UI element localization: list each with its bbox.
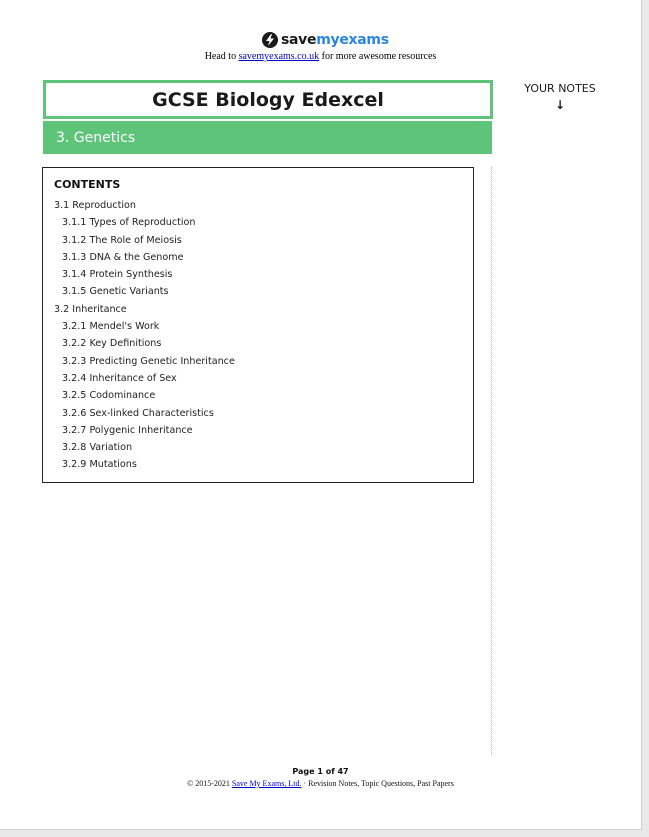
toc-item[interactable]: 3.1.2 The Role of Meiosis — [62, 234, 182, 246]
toc-item[interactable]: 3.2.5 Codominance — [62, 390, 156, 402]
chapter-banner — [43, 121, 492, 154]
arrow-down-icon: ↓ — [554, 98, 566, 112]
savemyexams-logo[interactable] — [262, 30, 389, 50]
notes-divider — [491, 167, 492, 755]
tagline-after: for more awesome resources — [321, 51, 437, 62]
tagline-before: Head to — [204, 51, 237, 62]
page-number: Page 1 of 47 — [292, 767, 349, 776]
toc-item[interactable]: 3.1.5 Genetic Variants — [62, 286, 169, 298]
toc-item[interactable]: 3.2.7 Polygenic Inheritance — [62, 424, 193, 436]
header-tagline — [0, 51, 641, 62]
logo-word-exams: exams — [339, 32, 389, 48]
tagline-link[interactable]: savemyexams.co.uk — [238, 51, 320, 62]
copyright-text: © 2015-2021 — [187, 779, 230, 788]
toc-list — [54, 197, 235, 474]
toc-item[interactable]: 3.1.1 Types of Reproduction — [62, 217, 196, 229]
company-link[interactable]: Save My Exams, Ltd. — [231, 779, 302, 788]
toc-item[interactable]: 3.2.1 Mendel's Work — [62, 321, 160, 333]
toc-item[interactable]: 3.2.8 Variation — [62, 442, 133, 454]
footer-resources: · Revision Notes, Topic Questions, Past Papers — [303, 779, 454, 788]
document-title: GCSE Biology Edexcel — [152, 88, 384, 111]
your-notes-label: YOUR NOTES — [524, 82, 596, 95]
toc-item[interactable]: 3.2.3 Predicting Genetic Inheritance — [62, 355, 235, 367]
chapter-title: 3. Genetics — [56, 129, 136, 146]
contents-heading: CONTENTS — [54, 178, 121, 191]
logo-word-save: save — [281, 32, 317, 48]
toc-item[interactable]: 3.1.3 DNA & the Genome — [62, 251, 184, 263]
toc-item[interactable]: 3.1.4 Protein Synthesis — [62, 269, 173, 281]
toc-item[interactable]: 3.2 Inheritance — [54, 303, 127, 315]
logo-wordmark — [281, 30, 389, 50]
toc-item[interactable]: 3.2.9 Mutations — [62, 459, 137, 471]
logo-word-my: my — [316, 32, 340, 48]
toc-item[interactable]: 3.2.6 Sex-linked Characteristics — [62, 407, 214, 419]
toc-item[interactable]: 3.2.4 Inheritance of Sex — [62, 372, 177, 384]
lightning-bolt-icon — [262, 32, 278, 48]
contents-box — [42, 167, 474, 483]
footer-copyright — [0, 779, 641, 788]
toc-item[interactable]: 3.2.2 Key Definitions — [62, 338, 162, 350]
document-title-box — [43, 80, 493, 119]
toc-item[interactable]: 3.1 Reproduction — [54, 200, 136, 211]
